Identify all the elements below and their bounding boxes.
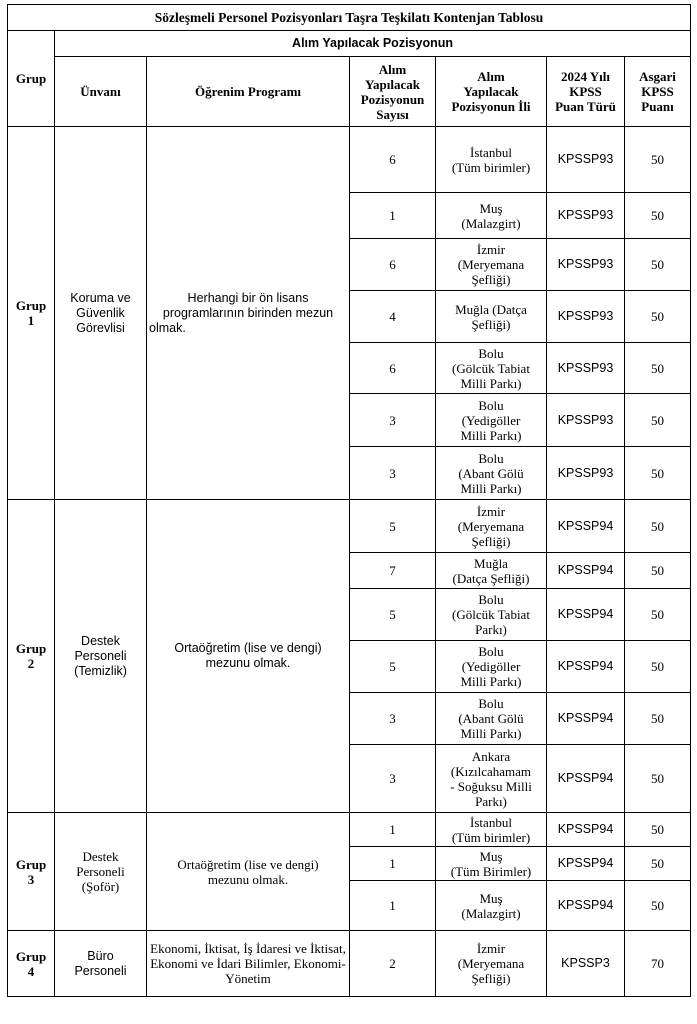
header-ogrenim: Öğrenim Programı <box>147 57 350 127</box>
location-cell: Bolu (Abant Gölü Milli Parkı) <box>436 693 547 745</box>
table-row <box>8 127 691 193</box>
min-score-cell: 50 <box>625 641 691 693</box>
location-cell: Muş (Malazgirt) <box>436 881 547 931</box>
location-cell: Bolu (Abant Gölü Milli Parkı) <box>436 447 547 500</box>
header-puan-turu: 2024 Yılı KPSS Puan Türü <box>547 57 625 127</box>
location-cell: İstanbul (Tüm birimler) <box>436 813 547 847</box>
min-score-cell: 50 <box>625 693 691 745</box>
score-type-cell: KPSSP94 <box>547 693 625 745</box>
location-cell: Bolu (Gölcük Tabiat Milli Parkı) <box>436 343 547 394</box>
location-cell: İzmir (Meryemana Şefliği) <box>436 931 547 997</box>
score-type-cell: KPSSP94 <box>547 500 625 553</box>
title-cell: Koruma ve Güvenlik Görevlisi <box>55 127 147 500</box>
min-score-cell: 50 <box>625 500 691 553</box>
table-title: Sözleşmeli Personel Pozisyonları Taşra Teşkilatı Kontenjan Tablosu <box>8 5 691 31</box>
table-row <box>8 500 691 553</box>
min-score-cell: 50 <box>625 127 691 193</box>
min-score-cell: 50 <box>625 589 691 641</box>
education-cell: Ekonomi, İktisat, İş İdaresi ve İktisat, Ekonomi ve İdari Bilimler, Ekonomi-Yönetim <box>147 931 350 997</box>
min-score-cell: 50 <box>625 447 691 500</box>
table-row <box>8 931 691 997</box>
location-cell: Muş (Tüm Birimler) <box>436 847 547 881</box>
count-cell: 3 <box>350 693 436 745</box>
min-score-cell: 50 <box>625 553 691 589</box>
location-cell: İstanbul (Tüm birimler) <box>436 127 547 193</box>
location-cell: Bolu (Yedigöller Milli Parkı) <box>436 394 547 447</box>
location-cell: Muğla (Datça Şefliği) <box>436 553 547 589</box>
header-unvan: Ünvanı <box>55 57 147 127</box>
header-grup: Grup <box>8 31 55 127</box>
count-cell: 4 <box>350 291 436 343</box>
count-cell: 1 <box>350 193 436 239</box>
count-cell: 6 <box>350 343 436 394</box>
header-alim-group: Alım Yapılacak Pozisyonun <box>55 31 691 57</box>
title-cell: Destek Personeli (Şoför) <box>55 813 147 931</box>
score-type-cell: KPSSP94 <box>547 553 625 589</box>
min-score-cell: 50 <box>625 394 691 447</box>
location-cell: Bolu (Gölcük Tabiat Parkı) <box>436 589 547 641</box>
group-label: Grup 3 <box>8 813 55 931</box>
score-type-cell: KPSSP93 <box>547 127 625 193</box>
location-cell: Bolu (Yedigöller Milli Parkı) <box>436 641 547 693</box>
location-cell: Muş (Malazgirt) <box>436 193 547 239</box>
group-label: Grup 4 <box>8 931 55 997</box>
page <box>7 4 691 997</box>
score-type-cell: KPSSP94 <box>547 589 625 641</box>
min-score-cell: 50 <box>625 813 691 847</box>
quota-table <box>7 4 691 997</box>
title-cell: Büro Personeli <box>55 931 147 997</box>
location-cell: İzmir (Meryemana Şefliği) <box>436 500 547 553</box>
count-cell: 5 <box>350 641 436 693</box>
location-cell: Muğla (Datça Şefliği) <box>436 291 547 343</box>
min-score-cell: 50 <box>625 847 691 881</box>
score-type-cell: KPSSP94 <box>547 641 625 693</box>
count-cell: 2 <box>350 931 436 997</box>
min-score-cell: 50 <box>625 343 691 394</box>
score-type-cell: KPSSP94 <box>547 847 625 881</box>
min-score-cell: 50 <box>625 193 691 239</box>
count-cell: 3 <box>350 447 436 500</box>
score-type-cell: KPSSP93 <box>547 394 625 447</box>
score-type-cell: KPSSP94 <box>547 881 625 931</box>
education-cell: Ortaöğretim (lise ve dengi) mezunu olmak. <box>147 813 350 931</box>
header-il: Alım Yapılacak Pozisyonun İli <box>436 57 547 127</box>
location-cell: Ankara (Kızılcahamam - Soğuksu Milli Parkı) <box>436 745 547 813</box>
count-cell: 1 <box>350 881 436 931</box>
count-cell: 5 <box>350 500 436 553</box>
group-label: Grup 1 <box>8 127 55 500</box>
education-cell: Herhangi bir ön lisans programlarının birinden mezun olmak. <box>147 127 350 500</box>
score-type-cell: KPSSP94 <box>547 745 625 813</box>
score-type-cell: KPSSP93 <box>547 239 625 291</box>
header-sayi: Alım Yapılacak Pozisyonun Sayısı <box>350 57 436 127</box>
count-cell: 3 <box>350 745 436 813</box>
count-cell: 3 <box>350 394 436 447</box>
table-row <box>8 813 691 847</box>
score-type-cell: KPSSP93 <box>547 291 625 343</box>
score-type-cell: KPSSP93 <box>547 343 625 394</box>
group-label: Grup 2 <box>8 500 55 813</box>
score-type-cell: KPSSP93 <box>547 447 625 500</box>
min-score-cell: 50 <box>625 291 691 343</box>
count-cell: 1 <box>350 847 436 881</box>
count-cell: 1 <box>350 813 436 847</box>
min-score-cell: 70 <box>625 931 691 997</box>
count-cell: 6 <box>350 127 436 193</box>
education-cell: Ortaöğretim (lise ve dengi) mezunu olmak. <box>147 500 350 813</box>
min-score-cell: 50 <box>625 745 691 813</box>
score-type-cell: KPSSP94 <box>547 813 625 847</box>
count-cell: 5 <box>350 589 436 641</box>
min-score-cell: 50 <box>625 239 691 291</box>
location-cell: İzmir (Meryemana Şefliği) <box>436 239 547 291</box>
score-type-cell: KPSSP93 <box>547 193 625 239</box>
score-type-cell: KPSSP3 <box>547 931 625 997</box>
count-cell: 6 <box>350 239 436 291</box>
count-cell: 7 <box>350 553 436 589</box>
title-cell: Destek Personeli (Temizlik) <box>55 500 147 813</box>
table-body <box>8 127 691 997</box>
header-asgari: Asgari KPSS Puanı <box>625 57 691 127</box>
min-score-cell: 50 <box>625 881 691 931</box>
